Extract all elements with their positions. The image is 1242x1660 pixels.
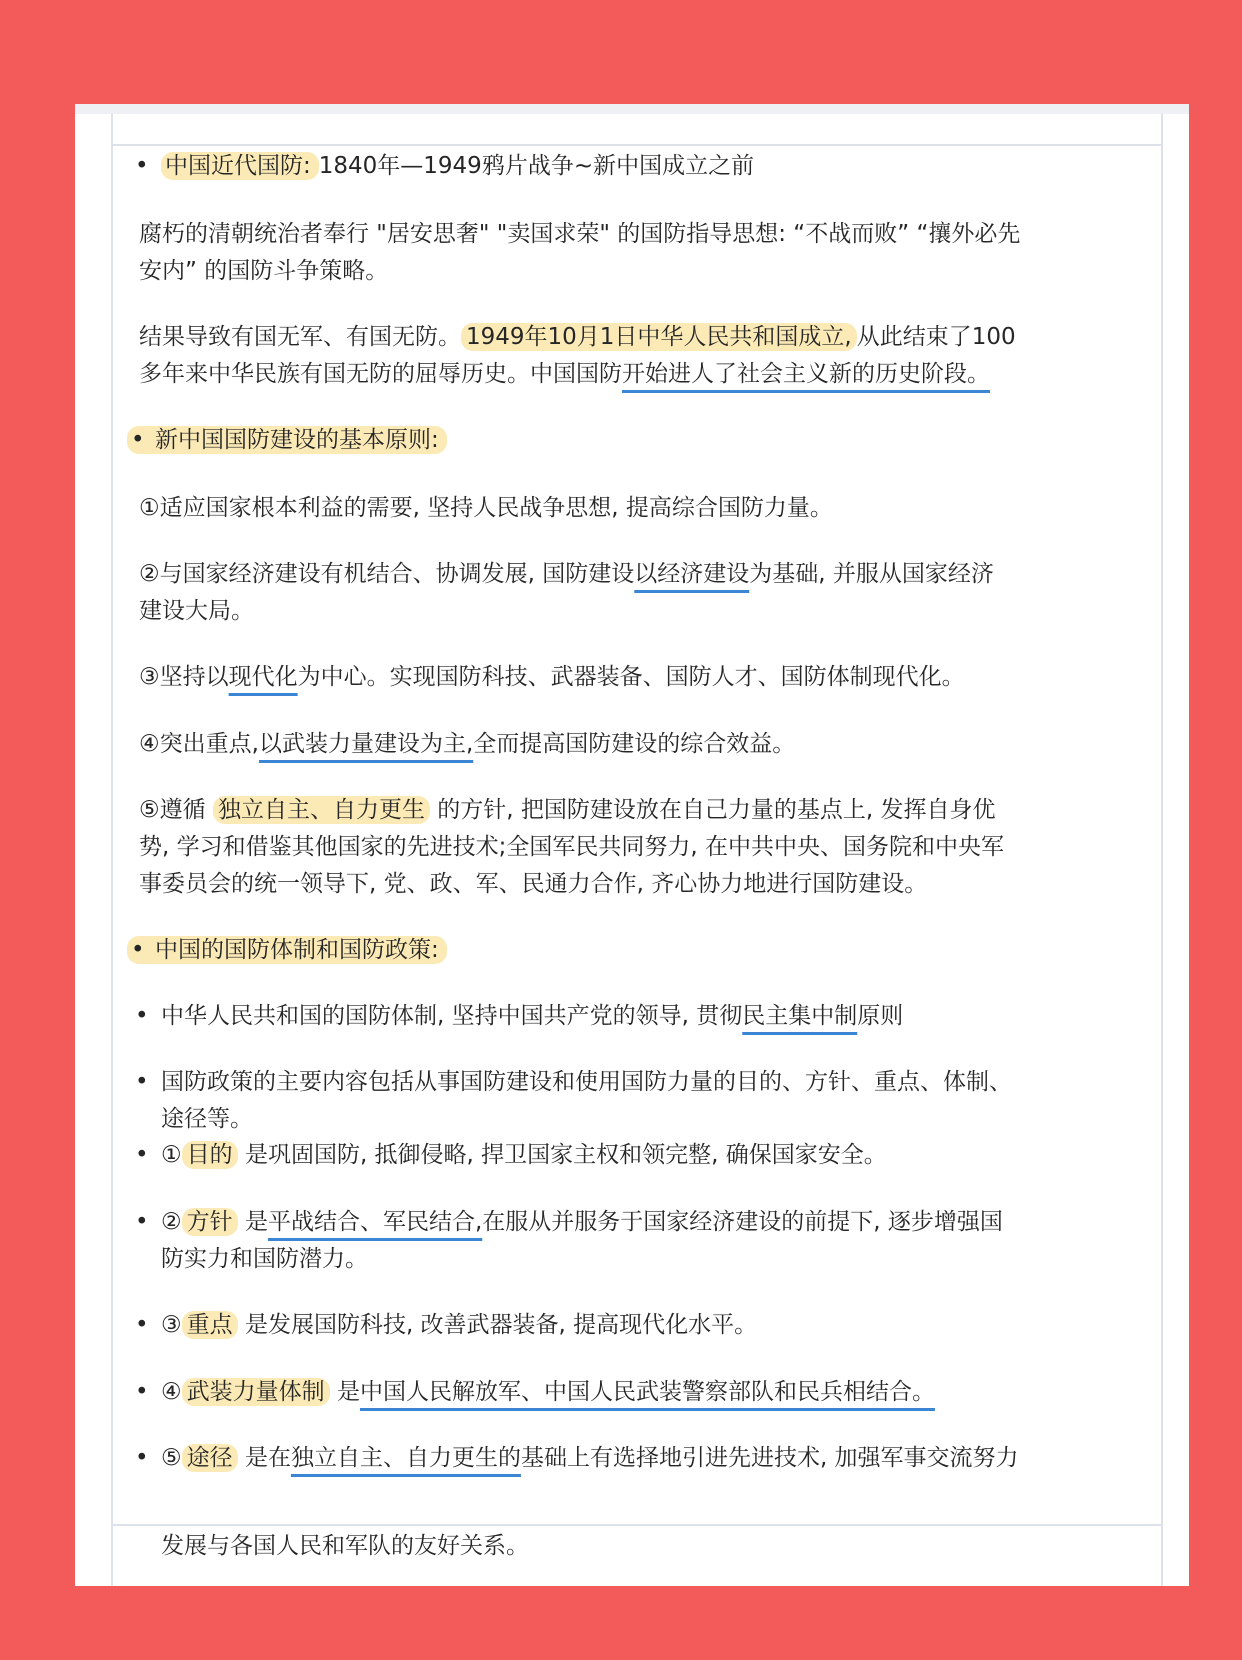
principle-2 bbox=[139, 556, 994, 593]
heading-highlight bbox=[127, 426, 447, 454]
underlined-text: 民主集中制 bbox=[742, 1003, 858, 1029]
bullet: • bbox=[131, 427, 145, 453]
text: ③坚持以 bbox=[139, 664, 229, 690]
text: 的方针, 把国防建设放在自己力量的基点上, 发挥自身优 bbox=[437, 797, 996, 823]
underlined-text: 开始进人了社会主义新的历史阶段。 bbox=[622, 361, 990, 387]
underlined-text: 现代化 bbox=[228, 664, 298, 690]
bullet: • bbox=[135, 1003, 149, 1029]
bullet: • bbox=[135, 1069, 149, 1095]
text: ③ bbox=[161, 1312, 182, 1338]
bullet-item bbox=[135, 998, 903, 1035]
paragraph-line: 事委员会的统一领导下, 党、政、军、民通力合作, 齐心协力地进行国防建设。 bbox=[139, 871, 928, 897]
underlined-text: 以武装力量建设为主, bbox=[258, 731, 474, 757]
text: 从此结束了100 bbox=[856, 324, 1016, 350]
heading-text: 1840年—1949鸦片战争~新中国成立之前 bbox=[318, 153, 755, 179]
section-heading-principles bbox=[127, 422, 447, 459]
underlined-text: 平战结合、军民结合, bbox=[267, 1209, 483, 1235]
bottom-rule bbox=[111, 1524, 1163, 1526]
principle-3 bbox=[139, 659, 965, 696]
text: ④突出重点, bbox=[139, 731, 259, 757]
text: 为基础, 并服从国家经济 bbox=[749, 561, 994, 587]
section-heading-modern-defense bbox=[135, 148, 754, 185]
bullet: • bbox=[135, 1379, 149, 1405]
text: 是 bbox=[244, 1209, 268, 1235]
principle-4 bbox=[139, 726, 795, 763]
highlight: 武装力量体制 bbox=[182, 1378, 330, 1406]
text: 多年来中华民族有国无防的屈辱历史。中国国防 bbox=[139, 361, 622, 387]
bullet-item-guideline bbox=[135, 1204, 1003, 1241]
top-rule bbox=[111, 144, 1163, 146]
bullet: • bbox=[135, 1209, 149, 1235]
paragraph-line: 腐朽的清朝统治者奉行 "居安思奢" "卖国求荣" 的国防指导思想: “不战而败” “攘外必先 bbox=[139, 221, 1021, 247]
bullet: • bbox=[131, 937, 145, 963]
principle-1: ①适应国家根本利益的需要, 坚持人民战争思想, 提高综合国防力量。 bbox=[139, 495, 833, 521]
paragraph-line: 建设大局。 bbox=[139, 598, 254, 624]
text: 原则 bbox=[857, 1003, 904, 1029]
principle-5 bbox=[139, 792, 996, 829]
text: ① bbox=[161, 1142, 182, 1168]
underlined-text: 独立自主、自力更生的 bbox=[290, 1445, 521, 1471]
underlined-text: 中国人民解放军、中国人民武装警察部队和民兵相结合。 bbox=[359, 1379, 935, 1405]
bullet-item-armed-forces bbox=[135, 1374, 935, 1411]
paragraph-line bbox=[139, 319, 1016, 356]
text: ② bbox=[161, 1209, 182, 1235]
text: 是发展国防科技, 改善武器装备, 提高现代化水平。 bbox=[244, 1312, 758, 1338]
text: 国防政策的主要内容包括从事国防建设和使用国防力量的目的、方针、重点、体制、 bbox=[161, 1069, 1012, 1095]
text: ⑤ bbox=[161, 1445, 182, 1471]
bullet-item-focus bbox=[135, 1307, 757, 1344]
paragraph-line: 势, 学习和借鉴其他国家的先进技术;全国军民共同努力, 在中共中央、国务院和中央军 bbox=[139, 834, 1004, 860]
underlined-text: 以经济建设 bbox=[634, 561, 750, 587]
text: 在服从并服务于国家经济建设的前提下, 逐步增强国 bbox=[482, 1209, 1003, 1235]
paragraph-line: 安内” 的国防斗争策略。 bbox=[139, 258, 389, 284]
highlight: 重点 bbox=[182, 1311, 238, 1339]
top-band bbox=[75, 104, 1189, 114]
bullet: • bbox=[135, 1445, 149, 1471]
section-heading-system-policy bbox=[127, 932, 447, 969]
bullet: • bbox=[135, 1142, 149, 1168]
highlight: 独立自主、自力更生 bbox=[213, 796, 430, 824]
text: ②与国家经济建设有机结合、协调发展, 国防建设 bbox=[139, 561, 635, 587]
heading-highlight: 中国近代国防: bbox=[161, 152, 319, 180]
paragraph-line bbox=[139, 356, 990, 393]
text: ④ bbox=[161, 1379, 182, 1405]
paragraph-line: 防实力和国防潜力。 bbox=[161, 1246, 368, 1272]
text: ⑤遵循 bbox=[139, 797, 206, 823]
bullet-item-purpose bbox=[135, 1137, 887, 1174]
text: 全而提高国防建设的综合效益。 bbox=[473, 731, 796, 757]
left-border bbox=[111, 114, 113, 1586]
bullet: • bbox=[135, 1312, 149, 1338]
bullet-item bbox=[135, 1064, 1012, 1101]
highlight: 方针 bbox=[182, 1208, 238, 1236]
text: 是巩固国防, 抵御侵略, 捍卫国家主权和领完整, 确保国家安全。 bbox=[244, 1142, 887, 1168]
right-border bbox=[1161, 114, 1163, 1586]
text: 是 bbox=[336, 1379, 360, 1405]
text: 基础上有选择地引进先进技术, 加强军事交流努力 bbox=[520, 1445, 1019, 1471]
text: 中华人民共和国的国防体制, 坚持中国共产党的领导, 贯彻 bbox=[161, 1003, 743, 1029]
heading-text: 中国的国防体制和国防政策: bbox=[155, 937, 439, 963]
bullet-item-approach bbox=[135, 1440, 1019, 1477]
bullet: • bbox=[135, 153, 149, 179]
highlight: 途径 bbox=[182, 1444, 238, 1472]
highlight: 1949年10月1日中华人民共和国成立, bbox=[461, 323, 857, 351]
heading-highlight bbox=[127, 936, 447, 964]
text: 结果导致有国无军、有国无防。 bbox=[139, 324, 461, 350]
highlight: 目的 bbox=[182, 1141, 238, 1169]
document-page bbox=[75, 104, 1189, 1586]
heading-text: 新中国国防建设的基本原则: bbox=[155, 427, 439, 453]
text: 为中心。实现国防科技、武器装备、国防人才、国防体制现代化。 bbox=[297, 664, 965, 690]
paragraph-line: 途径等。 bbox=[161, 1106, 253, 1132]
text: 是在 bbox=[244, 1445, 291, 1471]
paragraph-line: 发展与各国人民和军队的友好关系。 bbox=[161, 1533, 529, 1559]
